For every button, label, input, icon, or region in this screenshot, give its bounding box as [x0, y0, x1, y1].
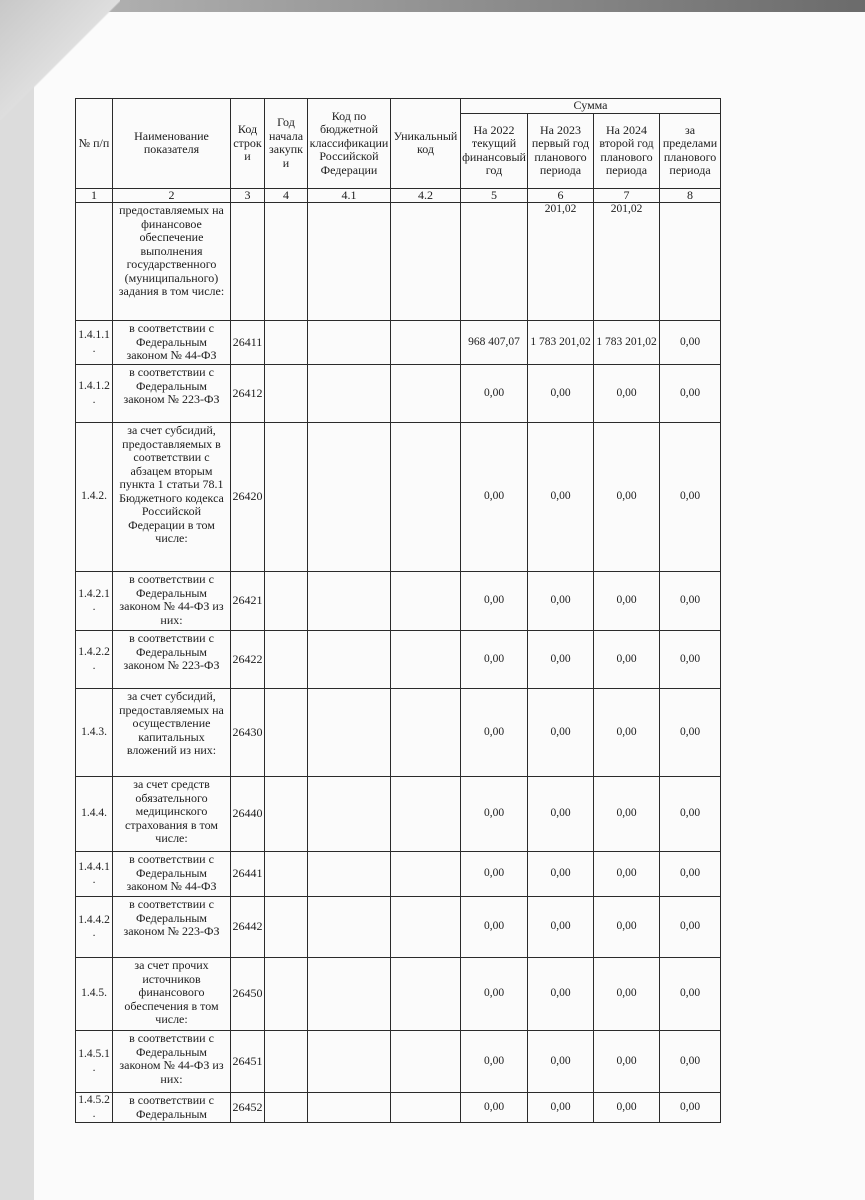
- row-num: 1.4.5.: [76, 958, 113, 1031]
- colnum-6: 6: [528, 188, 594, 203]
- row-num: [76, 203, 113, 321]
- row-v2024: 0,00: [594, 958, 660, 1031]
- row-v2023: 201,02: [528, 203, 594, 321]
- row-code: 26411: [231, 321, 265, 365]
- row-vbeyond: 0,00: [660, 958, 721, 1031]
- row-num: 1.4.4.: [76, 777, 113, 852]
- row-v2022: 0,00: [461, 631, 528, 689]
- row-v2022: [461, 203, 528, 321]
- row-vbeyond: 0,00: [660, 572, 721, 631]
- header-beyond: за пределами планового периода: [660, 113, 721, 188]
- row-v2024: 0,00: [594, 689, 660, 777]
- row-v2024: 0,00: [594, 631, 660, 689]
- row-code: 26430: [231, 689, 265, 777]
- header-code: Код строки: [231, 99, 265, 189]
- row-v2023: 0,00: [528, 1031, 594, 1093]
- header-name: Наименование показателя: [113, 99, 231, 189]
- row-num: 1.4.1.1.: [76, 321, 113, 365]
- row-num: 1.4.2.1.: [76, 572, 113, 631]
- row-num: 1.4.1.2.: [76, 365, 113, 423]
- colnum-8: 8: [660, 188, 721, 203]
- row-code: 26452: [231, 1093, 265, 1123]
- row-num: 1.4.4.2.: [76, 897, 113, 958]
- row-vbeyond: 0,00: [660, 1031, 721, 1093]
- row-name: в соответствии с Федеральным законом № 44-ФЗ: [113, 852, 231, 897]
- row-v2023: 1 783 201,02: [528, 321, 594, 365]
- row-vbeyond: 0,00: [660, 689, 721, 777]
- row-v2023: 0,00: [528, 572, 594, 631]
- row-v2022: 0,00: [461, 572, 528, 631]
- row-vbeyond: 0,00: [660, 777, 721, 852]
- colnum-7: 7: [594, 188, 660, 203]
- header-sum: Сумма: [461, 99, 721, 114]
- row-code: 26442: [231, 897, 265, 958]
- row-num: 1.4.5.2.: [76, 1093, 113, 1123]
- row-v2022: 0,00: [461, 852, 528, 897]
- row-v2022: 0,00: [461, 423, 528, 572]
- row-num: 1.4.4.1.: [76, 852, 113, 897]
- row-name: предоставляемых на финансовое обеспечение выполнения государственного (муниципального) задания в том числе:: [113, 203, 231, 321]
- row-v2023: 0,00: [528, 631, 594, 689]
- row-v2023: 0,00: [528, 897, 594, 958]
- header-2022: На 2022 текущий финансовый год: [461, 113, 528, 188]
- colnum-4: 4: [265, 188, 308, 203]
- row-v2022: 0,00: [461, 365, 528, 423]
- row-v2022: 0,00: [461, 958, 528, 1031]
- row-num: 1.4.5.1.: [76, 1031, 113, 1093]
- row-vbeyond: 0,00: [660, 897, 721, 958]
- row-code: 26451: [231, 1031, 265, 1093]
- row-name: за счет прочих источников финансового обеспечения в том числе:: [113, 958, 231, 1031]
- row-name: в соответствии с Федеральным: [113, 1093, 231, 1123]
- row-v2023: 0,00: [528, 689, 594, 777]
- row-v2024: 0,00: [594, 1093, 660, 1123]
- row-vbeyond: 0,00: [660, 321, 721, 365]
- row-code: 26421: [231, 572, 265, 631]
- row-v2024: 0,00: [594, 572, 660, 631]
- row-v2022: 0,00: [461, 689, 528, 777]
- row-v2024: 201,02: [594, 203, 660, 321]
- colnum-3: 3: [231, 188, 265, 203]
- row-name: в соответствии с Федеральным законом № 44-ФЗ из них:: [113, 1031, 231, 1093]
- row-v2023: 0,00: [528, 852, 594, 897]
- procurement-table: [75, 98, 721, 1123]
- row-num: 1.4.2.2.: [76, 631, 113, 689]
- row-vbeyond: [660, 203, 721, 321]
- row-v2024: 0,00: [594, 423, 660, 572]
- row-vbeyond: 0,00: [660, 365, 721, 423]
- row-name: в соответствии с Федеральным законом № 223-ФЗ: [113, 631, 231, 689]
- row-v2022: 0,00: [461, 1093, 528, 1123]
- row-name: в соответствии с Федеральным законом № 44-ФЗ: [113, 321, 231, 365]
- colnum-4-1: 4.1: [308, 188, 391, 203]
- row-name: в соответствии с Федеральным законом № 223-ФЗ: [113, 365, 231, 423]
- colnum-2: 2: [113, 188, 231, 203]
- row-v2024: 1 783 201,02: [594, 321, 660, 365]
- header-budget-code: Код по бюджетной классификации Российской Федерации: [308, 99, 391, 189]
- row-num: 1.4.3.: [76, 689, 113, 777]
- row-code: 26440: [231, 777, 265, 852]
- header-year: Год начала закупки: [265, 99, 308, 189]
- row-code: 26441: [231, 852, 265, 897]
- row-v2023: 0,00: [528, 958, 594, 1031]
- row-vbeyond: 0,00: [660, 1093, 721, 1123]
- row-v2023: 0,00: [528, 423, 594, 572]
- row-v2022: 0,00: [461, 777, 528, 852]
- row-name: за счет средств обязательного медицинского страхования в том числе:: [113, 777, 231, 852]
- row-v2023: 0,00: [528, 777, 594, 852]
- row-vbeyond: 0,00: [660, 852, 721, 897]
- row-v2023: 0,00: [528, 1093, 594, 1123]
- row-code: 26420: [231, 423, 265, 572]
- row-v2022: 0,00: [461, 1031, 528, 1093]
- row-vbeyond: 0,00: [660, 423, 721, 572]
- row-v2024: 0,00: [594, 852, 660, 897]
- scan-edge-shadow: [0, 0, 865, 12]
- row-name: за счет субсидий, предоставляемых на осуществление капитальных вложений из них:: [113, 689, 231, 777]
- row-v2023: 0,00: [528, 365, 594, 423]
- row-name: в соответствии с Федеральным законом № 223-ФЗ: [113, 897, 231, 958]
- header-unique-code: Уникальный код: [391, 99, 461, 189]
- colnum-1: 1: [76, 188, 113, 203]
- row-v2022: 0,00: [461, 897, 528, 958]
- colnum-5: 5: [461, 188, 528, 203]
- row-v2024: 0,00: [594, 897, 660, 958]
- colnum-4-2: 4.2: [391, 188, 461, 203]
- header-2023: На 2023 первый год планового периода: [528, 113, 594, 188]
- header-2024: На 2024 второй год планового периода: [594, 113, 660, 188]
- row-v2024: 0,00: [594, 365, 660, 423]
- row-v2024: 0,00: [594, 777, 660, 852]
- row-code: 26422: [231, 631, 265, 689]
- row-code: 26450: [231, 958, 265, 1031]
- row-v2022: 968 407,07: [461, 321, 528, 365]
- row-code: [231, 203, 265, 321]
- row-name: за счет субсидий, предоставляемых в соответствии с абзацем вторым пункта 1 статьи 78.1 Бюджетного кодекса Российской Федерации в том числе:: [113, 423, 231, 572]
- row-vbeyond: 0,00: [660, 631, 721, 689]
- row-code: 26412: [231, 365, 265, 423]
- row-name: в соответствии с Федеральным законом № 44-ФЗ из них:: [113, 572, 231, 631]
- header-num: № п/п: [76, 99, 113, 189]
- row-v2024: 0,00: [594, 1031, 660, 1093]
- row-num: 1.4.2.: [76, 423, 113, 572]
